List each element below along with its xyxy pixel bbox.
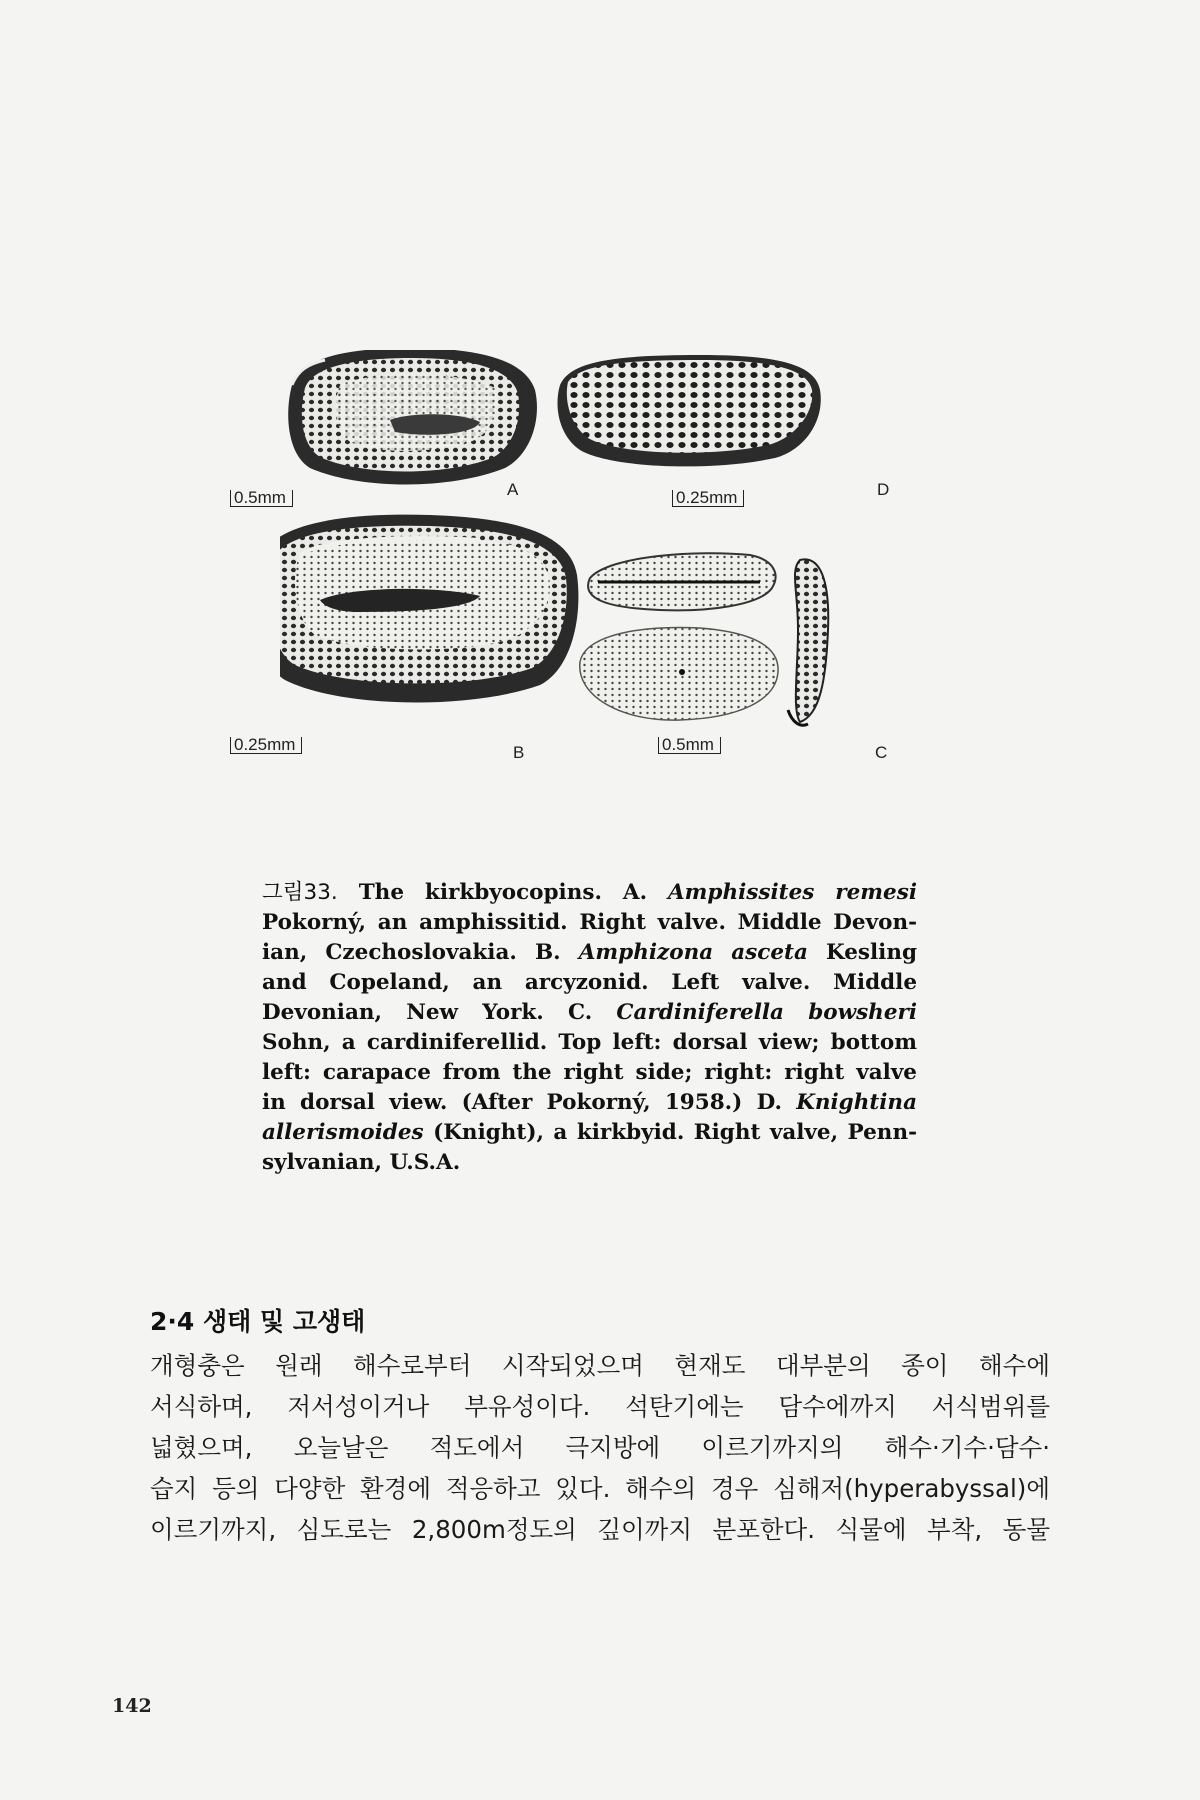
panel-d-illustration xyxy=(557,355,820,466)
caption-line: Sohn, a cardiniferellid. Top left: dorsal view; bottom xyxy=(262,1030,917,1055)
body-line: 서식하며, 저서성이거나 부유성이다. 석탄기에는 담수에까지 서식범위를 xyxy=(150,1392,1050,1421)
page-number: 142 xyxy=(112,1695,152,1717)
caption-line: Pokorný, an amphissitid. Right valve. Middle Devon- xyxy=(262,910,917,935)
body-line: 이르기까지, 심도로는 2,800m정도의 깊이까지 분포한다. 식물에 부착, 동물 xyxy=(150,1515,1050,1544)
panel-label-a: A xyxy=(507,480,519,499)
body-line: 넓혔으며, 오늘날은 적도에서 극지방에 이르기까지의 해수·기수·담수· xyxy=(150,1433,1050,1462)
scale-bar-b: 0.25mm xyxy=(230,735,302,755)
panel-a-illustration xyxy=(288,350,537,485)
body-line: 개형충은 원래 해수로부터 시작되었으며 현재도 대부분의 종이 해수에 xyxy=(150,1351,1050,1380)
fossil-figure xyxy=(234,350,920,870)
section-heading: 2·4 생태 및 고생태 xyxy=(150,1307,366,1336)
body-line: 습지 등의 다양한 환경에 적응하고 있다. 해수의 경우 심해저(hyperabyssal)에 xyxy=(150,1474,1050,1503)
panel-b-illustration xyxy=(280,515,578,703)
scale-bar-c: 0.5mm xyxy=(658,735,721,755)
caption-line: sylvanian, U.S.A. xyxy=(262,1150,461,1175)
scale-bar-d: 0.25mm xyxy=(672,488,744,508)
panel-label-d: D xyxy=(877,480,890,499)
figure-caption xyxy=(262,878,917,1178)
scale-bar-a: 0.5mm xyxy=(230,488,293,508)
caption-line: in dorsal view. (After Pokorný, 1958.) D. Knightina xyxy=(262,1090,917,1115)
panel-label-c: C xyxy=(875,743,888,762)
caption-label: 그림33. xyxy=(262,880,338,905)
ostracod-illustrations xyxy=(280,350,920,870)
caption-line: ian, Czechoslovakia. B. Amphizona asceta Kesling xyxy=(262,940,917,965)
body-paragraph xyxy=(150,1345,1050,1550)
caption-line: allerismoides (Knight), a kirkbyid. Right valve, Penn- xyxy=(262,1120,917,1145)
caption-line: and Copeland, an arcyzonid. Left valve. Middle xyxy=(262,970,917,995)
panel-c-illustration xyxy=(580,553,829,725)
caption-line: Devonian, New York. C. Cardiniferella bowsheri xyxy=(262,1000,917,1025)
caption-line: 그림33. The kirkbyocopins. A. Amphissites remesi xyxy=(262,880,917,905)
caption-line: left: carapace from the right side; right: right valve xyxy=(262,1060,917,1085)
panel-label-b: B xyxy=(513,743,525,762)
